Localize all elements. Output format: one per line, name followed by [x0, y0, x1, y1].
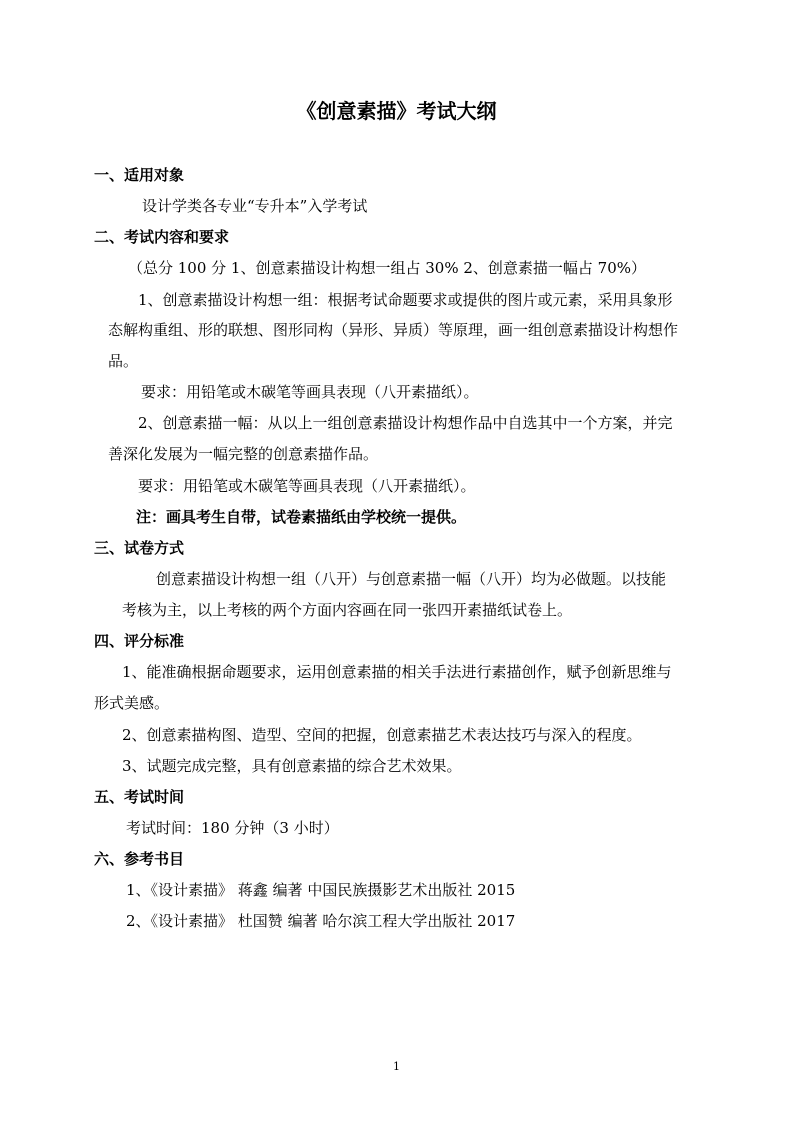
section-4-line: 2、创意素描构图、造型、空间的把握，创意素描艺术表达技巧与深入的程度。 — [122, 726, 642, 744]
section-2-line: 要求：用铅笔或木碳笔等画具表现（八开素描纸）。 — [141, 383, 479, 401]
section-heading-1: 一、适用对象 — [94, 166, 185, 184]
document-title: 《创意素描》考试大纲 — [296, 99, 497, 123]
section-4-line: 3、试题完成完整，具有创意素描的综合艺术效果。 — [122, 757, 462, 775]
note-line: 注：画具考生自带，试卷素描纸由学校统一提供。 — [136, 508, 467, 526]
section-4-line: 形式美感。 — [94, 694, 170, 712]
section-2-line: 要求：用铅笔或木碳笔等画具表现（八开素描纸）。 — [138, 477, 476, 495]
section-2-line: 品。 — [108, 352, 139, 370]
page-number: 1 — [393, 1060, 400, 1073]
section-2-line: 2、创意素描一幅：从以上一组创意素描设计构想作品中自选其中一个方案，并完 — [138, 414, 673, 432]
score-breakdown: （总分 100 分 1、创意素描设计构想一组占 30% 2、创意素描一幅占 70%） — [128, 259, 647, 277]
section-2-line: 善深化发展为一幅完整的创意素描作品。 — [108, 445, 379, 463]
section-2-line: 态解构重组、形的联想、图形同构（异形、异质）等原理，画一组创意素描设计构想作 — [108, 321, 679, 339]
section-heading-6: 六、参考书目 — [94, 850, 185, 868]
section-heading-2: 二、考试内容和要求 — [94, 228, 230, 246]
section-heading-4: 四、评分标准 — [94, 632, 185, 650]
section-3-line: 创意素描设计构想一组（八开）与创意素描一幅（八开）均为必做题。以技能 — [156, 570, 667, 588]
section-heading-3: 三、试卷方式 — [94, 539, 185, 557]
reference-book-1: 1、《设计素描》 蒋鑫 编著 中国民族摄影艺术出版社 2015 — [126, 881, 516, 899]
section-4-line: 1、能准确根据命题要求，运用创意素描的相关手法进行素描创作，赋予创新思维与 — [122, 663, 672, 681]
section-5-line: 考试时间：180 分钟（3 小时） — [126, 819, 339, 837]
section-heading-5: 五、考试时间 — [94, 788, 185, 806]
section-1-line: 设计学类各专业“专升本”入学考试 — [142, 197, 368, 215]
reference-book-2: 2、《设计素描》 杜国赞 编著 哈尔滨工程大学出版社 2017 — [126, 912, 516, 930]
section-2-line: 1、创意素描设计构想一组：根据考试命题要求或提供的图片或元素，采用具象形 — [138, 291, 673, 309]
section-3-line: 考核为主，以上考核的两个方面内容画在同一张四开素描纸试卷上。 — [122, 601, 573, 619]
